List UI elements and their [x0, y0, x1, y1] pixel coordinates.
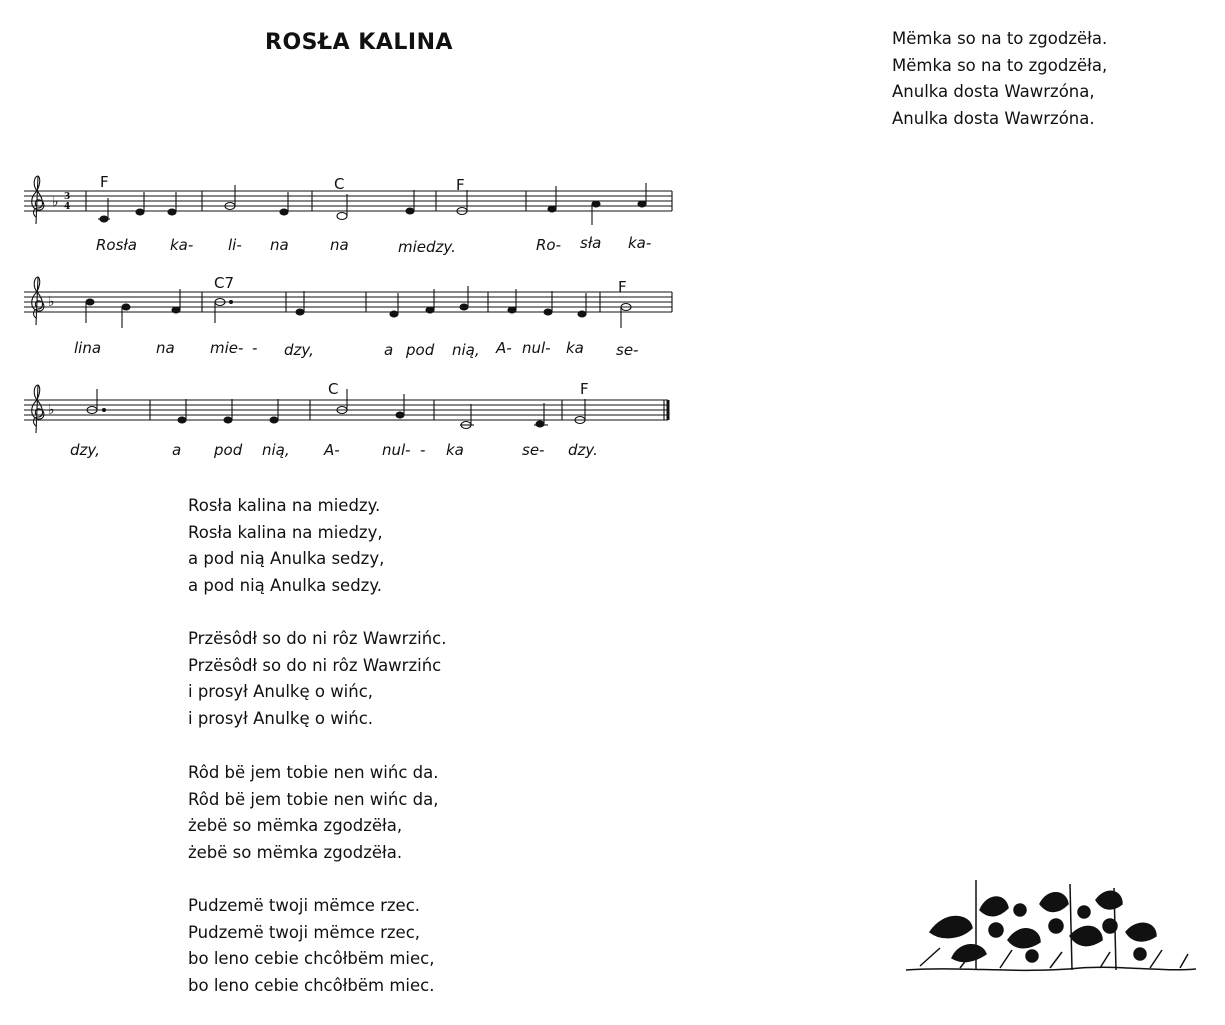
chord-symbol: F [100, 173, 109, 191]
staff-1 [24, 191, 672, 211]
stanza-line: bo leno cebie chcôłbëm miec, [188, 949, 435, 968]
stanza-line: Rôd bë jem tobie nen wińc da, [188, 789, 439, 809]
stanza-line: a pod nią Anulka sedzy. [188, 575, 382, 595]
chord-symbol: F [456, 176, 465, 194]
notes-system-1 [98, 183, 646, 225]
lyric-syllable: ka- [628, 234, 652, 252]
staff-3 [24, 400, 668, 420]
lyric-syllable: pod [406, 341, 435, 359]
lyric-syllable: nul- [382, 441, 411, 459]
svg-text:♭: ♭ [48, 294, 55, 310]
lyric-syllable: miedzy. [398, 238, 456, 256]
lyric-syllable: ka [446, 441, 464, 459]
svg-text:3: 3 [64, 192, 71, 202]
stanza-line: Anulka dosta Wawrzóna. [892, 108, 1095, 128]
stanza-line: Rosła kalina na miedzy. [188, 496, 381, 515]
lyric-syllable: ka- [170, 236, 194, 254]
stanza-line: bo leno cebie chcôłbëm miec. [188, 975, 435, 995]
lyric-syllable: nul- [522, 339, 551, 357]
stanza-line: a pod nią Anulka sedzy, [188, 549, 385, 568]
stanza-5 [892, 26, 1107, 132]
stanza-line: i prosył Anulkę o wińc. [188, 708, 374, 728]
chord-symbol: C [328, 380, 339, 398]
music-score [0, 0, 700, 480]
lyric-syllable: se- [616, 341, 639, 359]
song-title: ROSŁA KALINA [265, 30, 454, 55]
lyric-syllable: Ro- [536, 236, 562, 254]
lyric-syllable: dzy. [568, 441, 598, 459]
stanza-line: Pudzemë twoji mëmce rzec, [188, 922, 421, 942]
plant-with-berries-icon [900, 870, 1200, 980]
stanza-line: Rôd bë jem tobie nen wińc da. [188, 763, 439, 782]
lyric-syllable: nią, [262, 441, 290, 459]
stanza-line: Przësôdł so do ni rôz Wawrzińc. [188, 629, 447, 648]
chord-symbol: F [618, 278, 627, 296]
lyric-syllable: A- [324, 441, 340, 459]
stanza-line: i prosył Anulkę o wińc, [188, 682, 374, 701]
lyric-syllable: na [330, 236, 349, 254]
lyric-syllable: li- [228, 236, 242, 254]
stanza-1 [188, 493, 384, 599]
svg-text:♭: ♭ [52, 194, 59, 210]
stanza-line: Mëmka so na to zgodzëła. [892, 29, 1108, 48]
stanza-line: żebë so mëmka zgodzëła, [188, 816, 403, 835]
chord-symbol: F [580, 380, 589, 398]
lyric-syllable: - [420, 441, 426, 459]
treble-clef-icon [32, 277, 44, 325]
svg-text:4: 4 [64, 202, 71, 212]
svg-text:♭: ♭ [48, 402, 55, 418]
treble-clef-icon [32, 385, 44, 433]
staff-2 [24, 292, 672, 312]
stanza-3 [188, 760, 438, 866]
lyric-syllable: na [156, 339, 175, 357]
lyric-syllable: lina [74, 339, 102, 357]
stanza-line: Przësôdł so do ni rôz Wawrzińc [188, 655, 442, 675]
lyric-syllable: na [270, 236, 289, 254]
stanza-line: Rosła kalina na miedzy, [188, 522, 383, 542]
lyric-syllable: a [172, 441, 182, 459]
lyric-syllable: a [384, 341, 394, 359]
stanza-4 [188, 893, 434, 999]
stanza-2 [188, 626, 446, 732]
treble-clef-icon [32, 176, 44, 224]
stanza-line: Mëmka so na to zgodzëła, [892, 55, 1108, 75]
chord-symbol: C7 [214, 274, 235, 292]
lyric-syllable: dzy, [70, 441, 100, 459]
lyric-syllable: A- [496, 339, 512, 357]
lyric-syllable: se- [522, 441, 545, 459]
stanza-line: Anulka dosta Wawrzóna, [892, 82, 1095, 101]
lyric-syllable: Rosła [96, 236, 137, 254]
lyric-syllable: nią, [452, 341, 480, 359]
lyric-syllable: dzy, [284, 341, 314, 359]
lyric-syllable: ka [566, 339, 584, 357]
lyric-syllable: pod [214, 441, 243, 459]
stanza-line: żebë so mëmka zgodzëła. [188, 842, 403, 862]
lyric-syllable: mie- [210, 339, 244, 357]
lyric-syllable: - [252, 339, 258, 357]
chord-symbol: C [334, 175, 345, 193]
lyric-syllable: sła [580, 234, 602, 252]
stanza-line: Pudzemë twoji mëmce rzec. [188, 896, 421, 915]
